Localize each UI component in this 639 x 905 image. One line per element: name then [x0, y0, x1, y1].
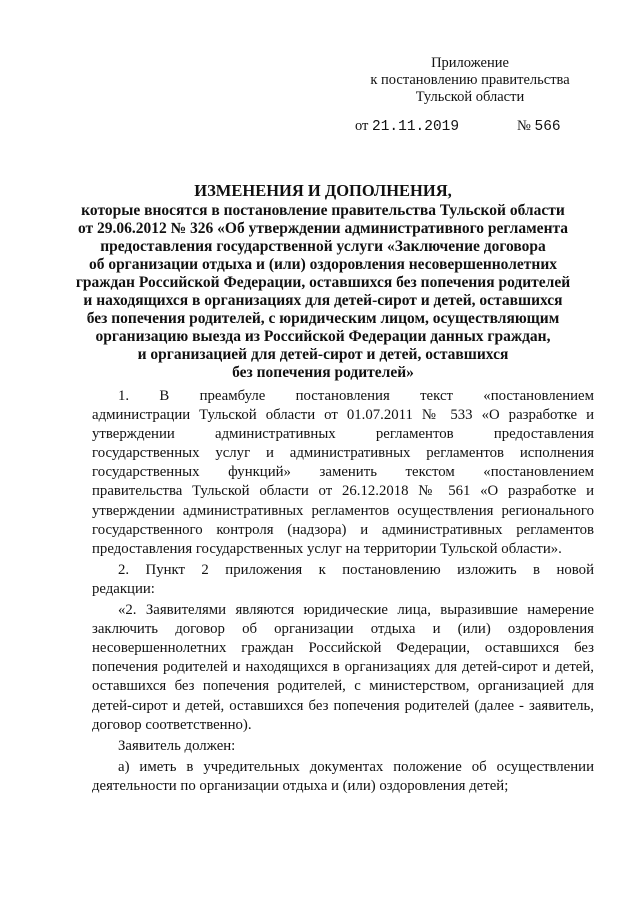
paragraph-4: [92, 737, 594, 756]
appendix-line-1: Приложение: [431, 55, 509, 71]
document-title: [60, 182, 586, 382]
paragraph-2: [92, 561, 594, 599]
text-line: администрации Тульской области от 01.07.2011 № 533 «О разработке и: [92, 407, 594, 424]
text-line: предоставления государственных услуг на территории Тульской области».: [92, 540, 562, 557]
text-line: 2. Пункт 2 приложения к постановлению изложить в новой: [118, 561, 594, 578]
title-line: предоставления государственной услуги «Заключение договора: [100, 238, 546, 255]
text-line: деятельности по организации отдыха и (или) оздоровления детей;: [92, 777, 509, 794]
title-line: и находящихся в организациях для детей-сирот и детей, оставшихся: [83, 292, 563, 309]
title-line: от 29.06.2012 № 326 «Об утверждении административного регламента: [77, 220, 569, 237]
title-line: без попечения родителей, с юридическим лицом, осуществляющим: [86, 310, 560, 327]
number-prefix: №: [517, 118, 531, 134]
title-main: ИЗМЕНЕНИЯ И ДОПОЛНЕНИЯ,: [194, 181, 452, 200]
text-line: государственного контроля (надзора) и административных регламентов: [92, 521, 594, 538]
text-line: государственных функций» заменить текстом «постановлением: [92, 464, 594, 481]
text-line: правительства Тульской области от 26.12.2018 № 561 «О разработке и: [92, 483, 594, 500]
text-line: несовершеннолетних граждан Российской Федерации, оставшихся без: [92, 640, 594, 657]
appendix-header: [340, 55, 600, 106]
paragraph-3: [92, 601, 594, 735]
title-line: без попечения родителей»: [232, 364, 414, 381]
text-line: утверждении административных регламентов предоставления: [92, 426, 594, 443]
appendix-line-3: Тульской области: [415, 89, 525, 105]
text-line: оставшихся без попечения родителей, с министерством, организацией для: [92, 678, 594, 695]
resolution-date-number: [355, 118, 615, 135]
resolution-number: 566: [534, 119, 561, 135]
resolution-date: 21.11.2019: [372, 119, 460, 135]
text-line: а) иметь в учредительных документах положение об осуществлении: [118, 758, 594, 775]
text-line: государственных услуг и административных регламентов исполнения: [92, 445, 594, 462]
date-prefix: от: [355, 118, 369, 134]
paragraph-1: [92, 387, 594, 559]
paragraph-5: [92, 758, 594, 796]
document-body: [92, 387, 594, 796]
title-line: которые вносятся в постановление правительства Тульской области: [81, 202, 565, 219]
text-line: редакции:: [92, 580, 155, 597]
text-line: детей-сирот и детей, оставшихся без попечения родителей (далее - заявитель,: [92, 697, 594, 714]
text-line: утверждении административных регламентов осуществления регионального: [92, 502, 594, 519]
text-line: попечения родителей и находящихся в организациях для детей-сирот и детей,: [92, 659, 594, 676]
text-line: «2. Заявителями являются юридические лица, выразившие намерение: [118, 602, 594, 619]
text-line: Заявитель должен:: [118, 737, 236, 754]
title-line: граждан Российской Федерации, оставшихся без попечения родителей: [75, 274, 571, 291]
appendix-line-2: к постановлению правительства: [370, 72, 570, 88]
text-line: 1. В преамбуле постановления текст «постановлением: [118, 388, 594, 404]
title-line: и организацией для детей-сирот и детей, оставшихся: [137, 346, 509, 363]
title-line: организацию выезда из Российской Федерации данных граждан,: [95, 328, 551, 345]
text-line: заключить договор об организации отдыха и (или) оздоровления: [92, 621, 594, 638]
title-line: об организации отдыха и (или) оздоровления несовершеннолетних: [88, 256, 558, 273]
text-line: договор соответственно).: [92, 716, 252, 733]
